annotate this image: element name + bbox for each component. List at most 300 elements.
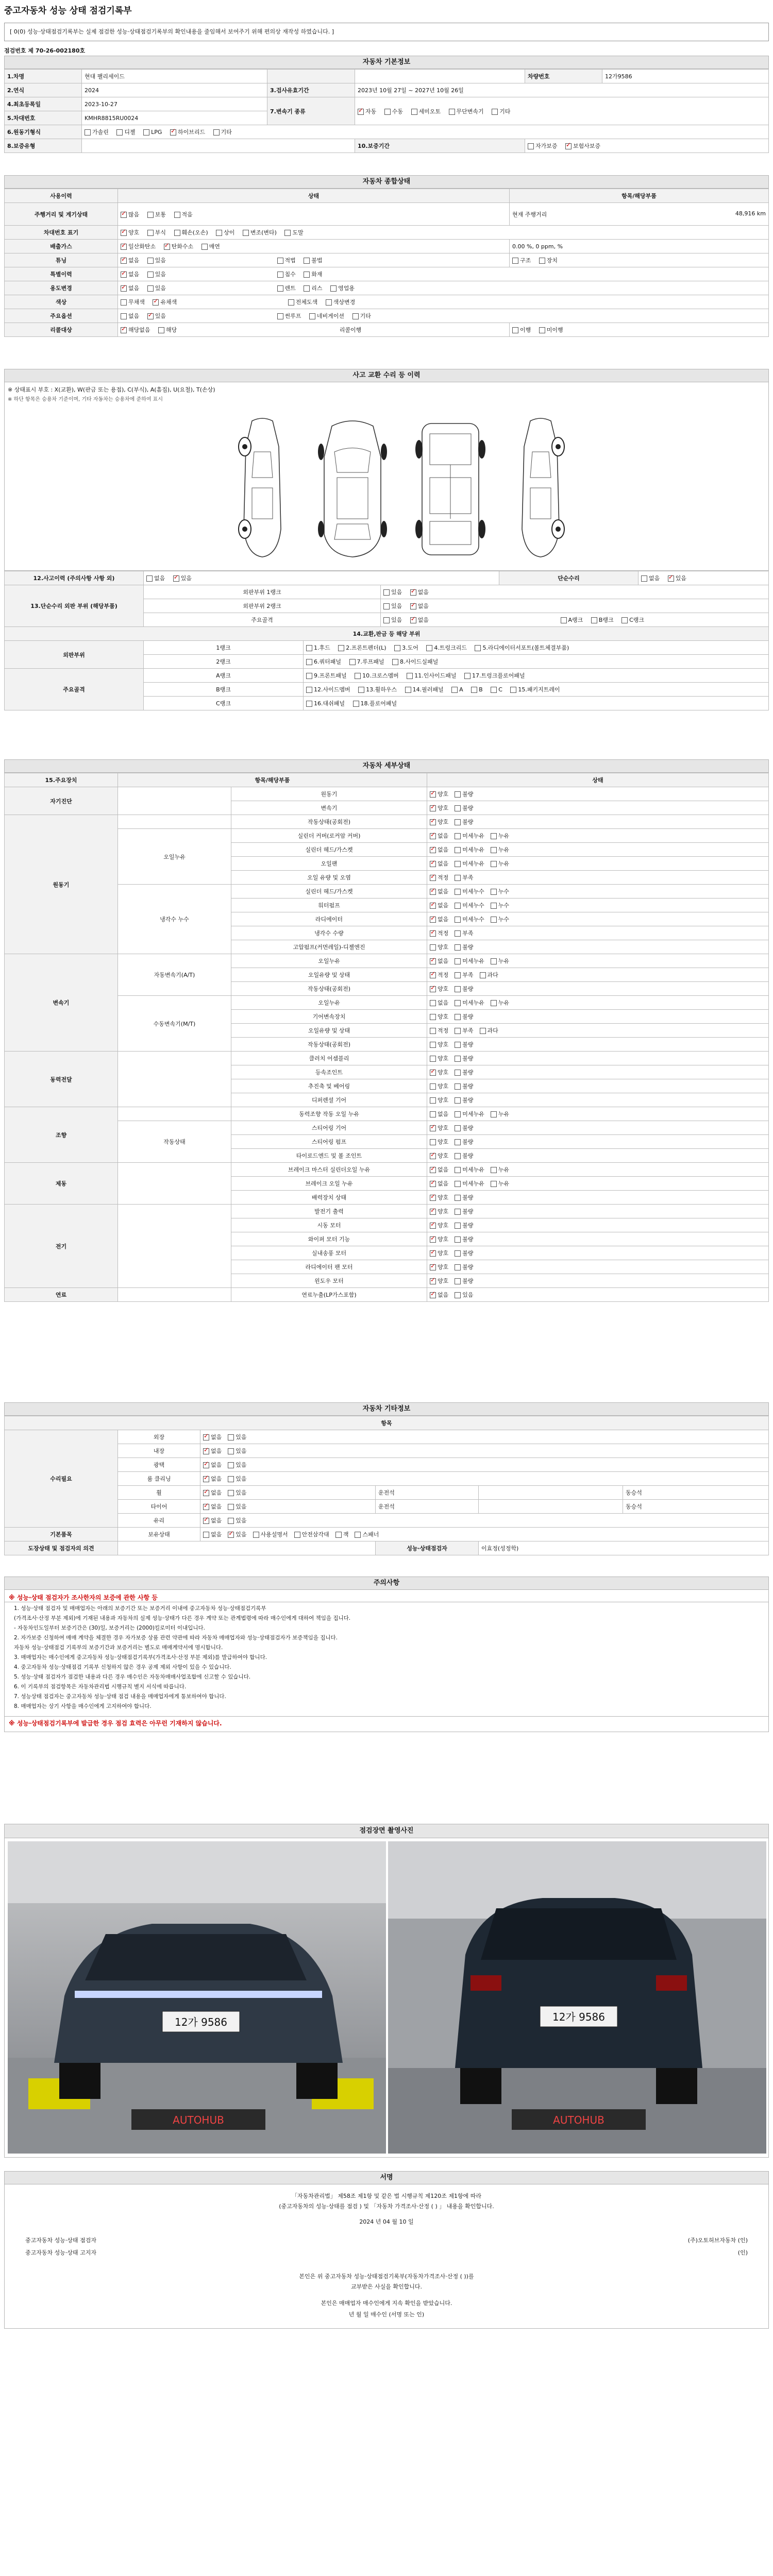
- checkbox[interactable]: [512, 258, 518, 264]
- checkbox[interactable]: [143, 129, 149, 135]
- frame-rank: C랭크: [144, 697, 304, 710]
- option-label: 불량: [462, 1069, 474, 1076]
- checkbox[interactable]: [491, 889, 497, 895]
- checkbox[interactable]: [411, 109, 417, 115]
- rear-lift-brand: AUTOHUB: [553, 2114, 604, 2126]
- option-label: 누유: [498, 833, 510, 839]
- checkbox[interactable]: [455, 1042, 461, 1048]
- checkbox[interactable]: [430, 1083, 436, 1090]
- other-state-options: [200, 1472, 769, 1486]
- checkbox[interactable]: [253, 1532, 259, 1538]
- checkbox[interactable]: [392, 659, 398, 665]
- emission-value: 0.00 %, 0 ppm, %: [510, 240, 769, 253]
- checkbox[interactable]: [464, 673, 470, 679]
- checkbox[interactable]: [116, 129, 123, 135]
- option-label: 누유: [498, 1166, 510, 1173]
- checkbox[interactable]: [147, 313, 154, 319]
- option-label: 없음: [211, 1517, 222, 1524]
- option: [455, 998, 484, 1007]
- checkbox[interactable]: [475, 645, 481, 651]
- checkbox[interactable]: [121, 244, 127, 250]
- checkbox[interactable]: [455, 1223, 461, 1229]
- checkbox[interactable]: [407, 673, 413, 679]
- checkbox[interactable]: [121, 272, 127, 278]
- option: [455, 929, 473, 937]
- other-row: [5, 1541, 769, 1555]
- checkbox[interactable]: [121, 212, 127, 218]
- other-heading: 자동차 기타정보: [4, 1402, 769, 1416]
- detail-state-options: [427, 1246, 769, 1260]
- checkbox[interactable]: [455, 1195, 461, 1201]
- option-label: 양호: [438, 1013, 449, 1020]
- option-label: 없음: [438, 1111, 449, 1117]
- checkbox[interactable]: [449, 109, 455, 115]
- checkbox[interactable]: [430, 958, 436, 964]
- checkbox[interactable]: [304, 258, 310, 264]
- checkbox[interactable]: [174, 212, 180, 218]
- checkbox[interactable]: [430, 1250, 436, 1257]
- checkbox[interactable]: [146, 575, 153, 582]
- checkbox[interactable]: [430, 1264, 436, 1270]
- right-side-view: [510, 416, 572, 560]
- inspector-label: 중고자동차 성능·상태 점검자: [25, 2237, 97, 2244]
- checkbox[interactable]: [383, 589, 390, 596]
- checkbox[interactable]: [430, 847, 436, 853]
- checkbox[interactable]: [539, 327, 545, 333]
- checkbox[interactable]: [164, 244, 170, 250]
- option-label: 없음: [438, 999, 449, 1006]
- checkbox[interactable]: [306, 659, 312, 665]
- checkbox[interactable]: [641, 575, 647, 582]
- checkbox[interactable]: [228, 1476, 234, 1482]
- option: [430, 1082, 448, 1090]
- option: [430, 1165, 448, 1174]
- inspection-period-label: 3.검사유효기간: [267, 83, 355, 97]
- checkbox[interactable]: [430, 1209, 436, 1215]
- checkbox[interactable]: [353, 701, 359, 707]
- option-label: 없음: [211, 1531, 222, 1538]
- option-label: 누유: [498, 860, 510, 867]
- checkbox[interactable]: [491, 1181, 497, 1187]
- checkbox[interactable]: [277, 258, 283, 264]
- checkbox[interactable]: [491, 917, 497, 923]
- detail-state-options: [427, 829, 769, 843]
- first-reg-value: 2023-10-27: [82, 97, 267, 111]
- checkbox[interactable]: [306, 673, 312, 679]
- checkbox[interactable]: [355, 1532, 361, 1538]
- checkbox[interactable]: [147, 285, 154, 292]
- option: [430, 929, 448, 937]
- checkbox[interactable]: [358, 687, 364, 693]
- checkbox[interactable]: [121, 258, 127, 264]
- option: [228, 1447, 246, 1455]
- checkbox[interactable]: [213, 129, 220, 135]
- checkbox[interactable]: [455, 875, 461, 881]
- checkbox[interactable]: [410, 603, 416, 609]
- detail-sub-label: [118, 1288, 231, 1302]
- detail-state-options: [427, 1107, 769, 1121]
- option: [491, 901, 509, 909]
- checkbox[interactable]: [455, 1292, 461, 1298]
- checkbox[interactable]: [455, 833, 461, 839]
- checkbox[interactable]: [304, 272, 310, 278]
- checkbox[interactable]: [228, 1504, 234, 1510]
- condition-label: 차대번호 표기: [5, 226, 118, 240]
- checkbox[interactable]: [491, 903, 497, 909]
- checkbox[interactable]: [203, 1532, 209, 1538]
- option-label: 불량: [462, 1264, 474, 1270]
- checkbox[interactable]: [338, 645, 344, 651]
- checkbox[interactable]: [228, 1490, 234, 1496]
- checkbox[interactable]: [203, 1518, 209, 1524]
- checkbox[interactable]: [430, 1181, 436, 1187]
- checkbox[interactable]: [430, 972, 436, 978]
- detail-part-label: 오일팬: [231, 857, 427, 871]
- checkbox[interactable]: [309, 313, 315, 319]
- option: [430, 790, 448, 798]
- checkbox[interactable]: [288, 299, 294, 306]
- mileage-value: 48,916 km: [735, 210, 766, 217]
- checkbox[interactable]: [430, 791, 436, 798]
- checkbox[interactable]: [430, 1236, 436, 1243]
- basic-row: [5, 139, 769, 153]
- checkbox[interactable]: [201, 244, 208, 250]
- checkbox[interactable]: [410, 617, 416, 623]
- checkbox[interactable]: [430, 1139, 436, 1145]
- option: [455, 818, 473, 826]
- option-label: 적정: [438, 930, 449, 937]
- checkbox[interactable]: [228, 1518, 234, 1524]
- checkbox[interactable]: [147, 258, 154, 264]
- checkbox[interactable]: [455, 930, 461, 937]
- checkbox[interactable]: [335, 1532, 342, 1538]
- option-label: 있음: [236, 1531, 247, 1538]
- checkbox[interactable]: [228, 1462, 234, 1468]
- checkbox[interactable]: [491, 1000, 497, 1006]
- checkbox[interactable]: [430, 903, 436, 909]
- checkbox[interactable]: [565, 143, 572, 149]
- checkbox[interactable]: [147, 272, 154, 278]
- checkbox[interactable]: [430, 889, 436, 895]
- checkbox[interactable]: [203, 1434, 209, 1440]
- checkbox[interactable]: [668, 575, 674, 582]
- checkbox[interactable]: [455, 805, 461, 811]
- checkbox[interactable]: [430, 1097, 436, 1104]
- option-label: 없음: [438, 916, 449, 923]
- checkbox[interactable]: [430, 1070, 436, 1076]
- option-label: 과다: [487, 1027, 498, 1034]
- car-diagram: [5, 405, 768, 570]
- checkbox[interactable]: [455, 1125, 461, 1131]
- checkbox[interactable]: [430, 1223, 436, 1229]
- checkbox[interactable]: [306, 701, 312, 707]
- detail-state-options: [427, 1065, 769, 1079]
- front-photo: [8, 1841, 386, 2154]
- checkbox[interactable]: [455, 1028, 461, 1034]
- checkbox[interactable]: [455, 917, 461, 923]
- accident-history-label: 12.사고이력 (주의사항 사항 외): [5, 571, 144, 585]
- checkbox[interactable]: [491, 861, 497, 867]
- inspector-label: 성능·상태점검자: [376, 1541, 479, 1555]
- checkbox[interactable]: [451, 687, 458, 693]
- checkbox[interactable]: [430, 917, 436, 923]
- checkbox[interactable]: [304, 285, 310, 292]
- condition-label: 주행거리 및 계기상태: [5, 203, 118, 226]
- checkbox[interactable]: [455, 944, 461, 951]
- other-part-label: 유리: [118, 1514, 200, 1528]
- checkbox[interactable]: [203, 1504, 209, 1510]
- checkbox[interactable]: [455, 819, 461, 825]
- checkbox[interactable]: [352, 313, 359, 319]
- checkbox[interactable]: [430, 1014, 436, 1020]
- transmission-options: ✓ 자동 수동 세미오토 무단변속기 기타: [355, 97, 769, 125]
- option-label: 미세누유: [462, 846, 484, 853]
- option-label: 있음: [236, 1448, 247, 1454]
- checkbox[interactable]: [455, 958, 461, 964]
- checkbox[interactable]: [85, 129, 91, 135]
- checkbox[interactable]: [430, 1292, 436, 1298]
- checkbox[interactable]: [430, 819, 436, 825]
- option: [455, 1207, 473, 1215]
- checkbox[interactable]: [430, 1125, 436, 1131]
- checkbox[interactable]: [528, 143, 534, 149]
- checkbox[interactable]: [355, 673, 361, 679]
- option-label: 불량: [462, 1097, 474, 1104]
- option: [455, 1026, 473, 1035]
- caution-item: (가격조사·산정 부분 제외)에 기재된 내용과 자동차의 실제 성능·상태가 다른 경우 계약 또는 관계법령에 따라 매수인에게 대하여 책임을 집니다.: [14, 1615, 351, 1621]
- checkbox[interactable]: [491, 847, 497, 853]
- left-side-view: [231, 416, 293, 560]
- detail-part-label: 실린더 헤드/가스켓: [231, 843, 427, 857]
- detail-state-options: [427, 1010, 769, 1024]
- option-label: 불량: [462, 1125, 474, 1131]
- checkbox[interactable]: [228, 1448, 234, 1454]
- checkbox[interactable]: [455, 1070, 461, 1076]
- option-label: 부족: [462, 1027, 474, 1034]
- checkbox[interactable]: [430, 944, 436, 951]
- checkbox[interactable]: [394, 645, 400, 651]
- checkbox[interactable]: [384, 109, 391, 115]
- checkbox[interactable]: [306, 687, 312, 693]
- checkbox[interactable]: [203, 1476, 209, 1482]
- checkbox[interactable]: [491, 1111, 497, 1117]
- checkbox[interactable]: [147, 230, 154, 236]
- checkbox[interactable]: [121, 230, 127, 236]
- checkbox[interactable]: [358, 109, 364, 115]
- detail-part-label: 스티어링 펌프: [231, 1135, 427, 1149]
- other-extra-right: [623, 1500, 769, 1514]
- checkbox[interactable]: [591, 617, 597, 623]
- checkbox[interactable]: [480, 972, 486, 978]
- checkbox[interactable]: [277, 313, 283, 319]
- option-label: 미세누수: [462, 902, 484, 909]
- checkbox[interactable]: [430, 1000, 436, 1006]
- checkbox[interactable]: [430, 1278, 436, 1284]
- option-label: 양호: [438, 819, 449, 825]
- checkbox[interactable]: [349, 659, 356, 665]
- checkbox[interactable]: [430, 1028, 436, 1034]
- checkbox[interactable]: [216, 230, 222, 236]
- checkbox[interactable]: [383, 617, 390, 623]
- frame-group-label: 주요골격: [5, 669, 144, 710]
- option: [430, 971, 448, 979]
- checkbox[interactable]: [455, 1153, 461, 1159]
- checkbox[interactable]: [621, 617, 628, 623]
- checkbox[interactable]: [430, 1056, 436, 1062]
- checkbox[interactable]: [158, 327, 164, 333]
- option-label: 잭: [343, 1531, 349, 1538]
- checkbox[interactable]: [455, 791, 461, 798]
- checkbox[interactable]: [277, 272, 283, 278]
- transmission-label: 7.변속기 종류: [267, 97, 355, 125]
- option: [430, 1040, 448, 1048]
- checkbox[interactable]: [426, 645, 432, 651]
- checkbox[interactable]: [326, 299, 332, 306]
- checkbox[interactable]: [430, 1153, 436, 1159]
- document-number-prefix: 점검번호: [4, 47, 26, 54]
- checkbox[interactable]: [430, 930, 436, 937]
- checkbox[interactable]: [492, 109, 498, 115]
- checkbox[interactable]: [455, 986, 461, 992]
- detail-state-options: [427, 815, 769, 829]
- option-label: 불량: [462, 1250, 474, 1257]
- checkbox[interactable]: [121, 313, 127, 319]
- checkbox[interactable]: [561, 617, 567, 623]
- option-label: 없음: [211, 1476, 222, 1482]
- checkbox[interactable]: [203, 1462, 209, 1468]
- other-part-label: 룸 클리닝: [118, 1472, 200, 1486]
- checkbox[interactable]: [174, 230, 180, 236]
- checkbox[interactable]: [480, 1028, 486, 1034]
- detail-state-options: [427, 940, 769, 954]
- other-extra-left: [376, 1500, 479, 1514]
- checkbox[interactable]: [284, 230, 291, 236]
- checkbox[interactable]: [121, 299, 127, 306]
- detail-row: [5, 1121, 769, 1135]
- checkbox[interactable]: [430, 861, 436, 867]
- checkbox[interactable]: [455, 1000, 461, 1006]
- checkbox[interactable]: [277, 285, 283, 292]
- option-label: 있음: [236, 1517, 247, 1524]
- option-label: 양호: [438, 1222, 449, 1229]
- checkbox[interactable]: [491, 687, 497, 693]
- option-label: 양호: [438, 1041, 449, 1048]
- checkbox[interactable]: [455, 903, 461, 909]
- checkbox[interactable]: [430, 1111, 436, 1117]
- checkbox[interactable]: [455, 1097, 461, 1104]
- checkbox[interactable]: [306, 645, 312, 651]
- checkbox[interactable]: [455, 1278, 461, 1284]
- checkbox[interactable]: [455, 1236, 461, 1243]
- checkbox[interactable]: [455, 861, 461, 867]
- other-group-label: 기본품목: [5, 1528, 118, 1541]
- checkbox[interactable]: [430, 1042, 436, 1048]
- detail-sub-label: [118, 1205, 231, 1288]
- checkbox[interactable]: [228, 1532, 234, 1538]
- checkbox[interactable]: [405, 687, 411, 693]
- checkbox[interactable]: [455, 847, 461, 853]
- checkbox[interactable]: [471, 687, 477, 693]
- checkbox[interactable]: [510, 687, 516, 693]
- cautions-list: [4, 1602, 769, 1717]
- checkbox[interactable]: [455, 1250, 461, 1257]
- option-label: 없음: [211, 1462, 222, 1468]
- option-label: 적정: [438, 972, 449, 978]
- caution-item: - 자동차인도일부터 보증기간은 (30)일, 보증거리는 (2000)킬로미터 이내입니다.: [14, 1625, 205, 1631]
- checkbox[interactable]: [455, 1209, 461, 1215]
- checkbox[interactable]: [455, 972, 461, 978]
- detail-part-label: 와이퍼 모터 기능: [231, 1232, 427, 1246]
- checkbox[interactable]: [430, 1195, 436, 1201]
- checkbox[interactable]: [455, 1111, 461, 1117]
- option: [455, 804, 473, 812]
- basic-info-table: [4, 69, 769, 153]
- checkbox[interactable]: [455, 1264, 461, 1270]
- rear-plate-text: 12가 9586: [552, 2011, 606, 2023]
- checkbox[interactable]: [228, 1434, 234, 1440]
- checkbox[interactable]: [121, 285, 127, 292]
- checkbox[interactable]: [430, 986, 436, 992]
- checkbox[interactable]: [294, 1532, 300, 1538]
- checkbox[interactable]: [455, 1014, 461, 1020]
- detail-state-options: [427, 1149, 769, 1163]
- option: [491, 1165, 509, 1174]
- checkbox[interactable]: [430, 805, 436, 811]
- option-label: 미세누유: [462, 958, 484, 964]
- checkbox[interactable]: [430, 875, 436, 881]
- checkbox[interactable]: [455, 1167, 461, 1173]
- checkbox[interactable]: [455, 1056, 461, 1062]
- checkbox[interactable]: [170, 129, 176, 135]
- checkbox[interactable]: [203, 1490, 209, 1496]
- checkbox[interactable]: [491, 958, 497, 964]
- other-row: [5, 1430, 769, 1444]
- checkbox[interactable]: [173, 575, 179, 582]
- detail-state-options: [427, 1135, 769, 1149]
- checkbox[interactable]: [430, 1167, 436, 1173]
- checkbox[interactable]: [203, 1448, 209, 1454]
- checkbox[interactable]: [455, 1181, 461, 1187]
- checkbox[interactable]: [491, 1167, 497, 1173]
- option: [430, 1026, 448, 1035]
- detail-part-label: 실린더 커버(로커암 커버): [231, 829, 427, 843]
- inspector-value: (주)오토허브자동차 (인): [687, 2237, 748, 2244]
- checkbox[interactable]: [147, 212, 154, 218]
- checkbox[interactable]: [153, 299, 159, 306]
- condition-table: 사용이력 상태 항목/해당부품 주행거리 및 계기상태 ✓ 많음 보통 적음 현재 주행거리 48,916 km 차대번호 표기 ✓ 양호 부식 훼손(오손) 상이 변조(변타) 도말 배출가스 ✓ 일산화탄소 ✓ 탄화수소 매연 0.00 %, 0 ppm, % 튜닝 ✓ 없음 있음 적법 불법 구조 장치 특별이력 ✓ 없음 있음 침수 화재 용도변경 ✓ 없음 있음 렌트 리스 영업용 색상 무채색 ✓ 유채색 전체도색 색상변경 주요옵션 없음 ✓ 있음 썬루프 네비게이션 기타 리콜대상 ✓ 해당없음 해당 리콜이행 이행 미이행: [4, 189, 769, 337]
- checkbox[interactable]: [383, 603, 390, 609]
- checkbox[interactable]: [410, 589, 416, 596]
- option-label: 누유: [498, 1111, 510, 1117]
- option: [430, 887, 448, 895]
- checkbox[interactable]: [330, 285, 337, 292]
- checkbox[interactable]: [455, 1139, 461, 1145]
- photos-heading: 점검장면 촬영사진: [4, 1824, 769, 1838]
- checkbox[interactable]: [455, 1083, 461, 1090]
- checkbox[interactable]: [455, 889, 461, 895]
- checkbox[interactable]: [121, 327, 127, 333]
- checkbox[interactable]: [430, 833, 436, 839]
- other-part-label: 내장: [118, 1444, 200, 1458]
- option: [203, 1447, 222, 1455]
- checkbox[interactable]: [512, 327, 518, 333]
- top-view: [314, 416, 391, 560]
- option: [294, 1530, 329, 1538]
- checkbox[interactable]: [539, 258, 545, 264]
- checkbox[interactable]: [243, 230, 249, 236]
- checkbox[interactable]: [491, 833, 497, 839]
- condition-label: 튜닝: [5, 253, 118, 267]
